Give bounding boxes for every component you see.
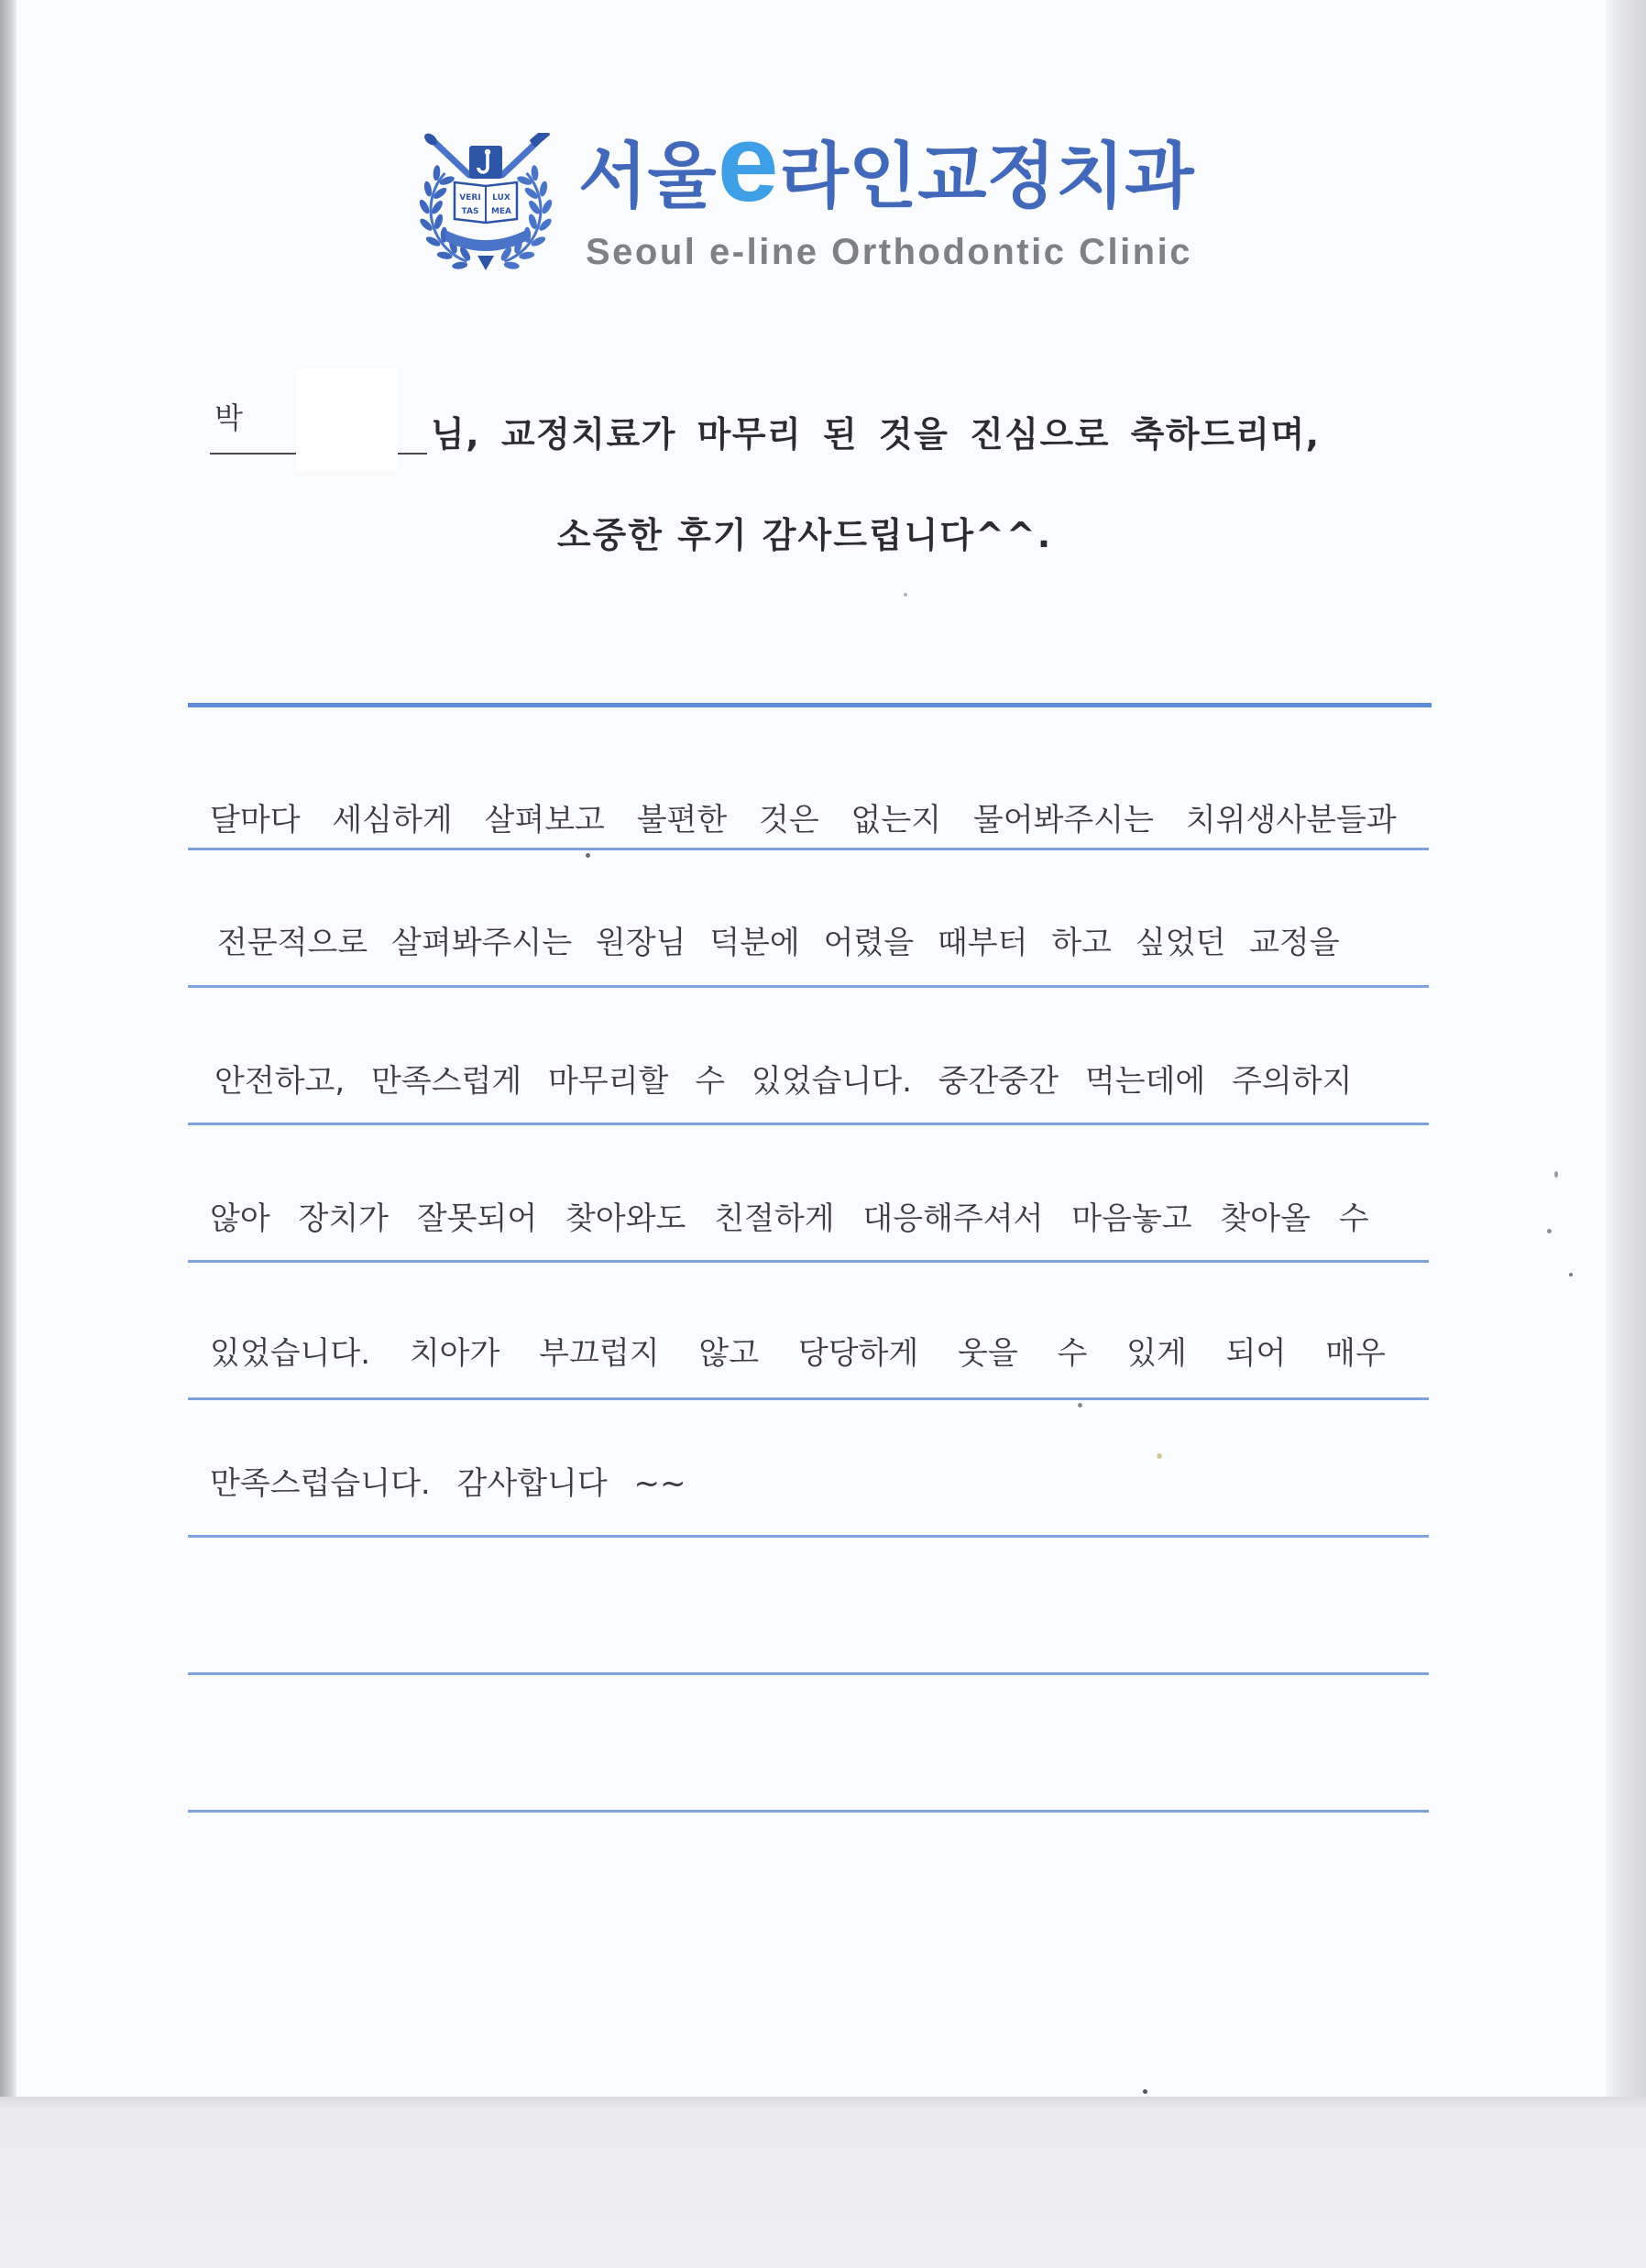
- scan-speck: [1157, 1453, 1162, 1459]
- ruled-line: [188, 1260, 1429, 1263]
- emblem-text-mea: MEA: [490, 207, 512, 216]
- handwritten-line-4: 않아 장치가 잘못되어 찾아와도 친절하게 대응해주셔서 마음놓고 찾아올 수: [210, 1200, 1369, 1237]
- clinic-english-name: Seoul e-line Orthodontic Clinic: [586, 232, 1192, 272]
- clinic-emblem: [412, 133, 559, 276]
- scan-speck: [1143, 2089, 1147, 2094]
- scan-speck: [1078, 1403, 1082, 1408]
- ruled-line: [188, 1397, 1429, 1400]
- emblem-book: [455, 182, 517, 223]
- scan-speck: [586, 853, 590, 858]
- scan-speck: [904, 593, 907, 597]
- ruled-line: [188, 985, 1429, 988]
- scan-speck: [1569, 1273, 1573, 1276]
- scanner-edge-right: [1606, 0, 1646, 2098]
- emblem-text-tas: TAS: [461, 207, 479, 216]
- greeting-line-2: 소중한 후기 감사드립니다^^.: [556, 515, 1053, 555]
- scan-speck: [1554, 1171, 1558, 1178]
- handwritten-line-1: 달마다 세심하게 살펴보고 불편한 것은 없는지 물어봐주시는 치위생사분들과: [210, 802, 1397, 838]
- emblem-text-lux: LUX: [492, 193, 510, 203]
- clinic-name-line-orthodontics: 라인교정치과: [779, 136, 1194, 218]
- handwritten-line-2: 전문적으로 살펴봐주시는 원장님 덕분에 어렸을 때부터 하고 싶었던 교정을: [217, 925, 1340, 961]
- handwritten-line-6: 만족스럽습니다. 감사합니다 ~~: [210, 1465, 686, 1502]
- clinic-name-seoul: 서울: [578, 136, 717, 218]
- handwritten-line-3: 안전하고, 만족스럽게 마무리할 수 있었습니다. 중간중간 먹는데에 주의하지: [214, 1063, 1353, 1100]
- emblem-torch-right: [502, 133, 551, 175]
- emblem-text-veri: VERI: [459, 193, 481, 203]
- scanner-edge-left: [0, 0, 16, 2098]
- review-letter-page: [16, 0, 1606, 2097]
- handwritten-surname: 박: [214, 400, 243, 435]
- emblem-torch-left: [422, 133, 469, 175]
- ruled-line: [188, 1123, 1429, 1125]
- ruled-line: [188, 1672, 1429, 1675]
- handwritten-line-5: 있었습니다. 치아가 부끄럽지 않고 당당하게 웃을 수 있게 되어 매우: [210, 1335, 1386, 1372]
- scan-speck: [1547, 1229, 1552, 1233]
- ruled-line: [188, 848, 1429, 850]
- laurel-leaf: [540, 198, 554, 215]
- heading-divider: [188, 703, 1432, 707]
- greeting-line-1: 님, 교정치료가 마무리 된 것을 진심으로 축하드리며,: [431, 414, 1321, 455]
- laurel-leaf: [418, 198, 432, 215]
- name-redaction-box: [296, 368, 398, 471]
- ruled-line: [188, 1535, 1429, 1538]
- ruled-line: [188, 1810, 1429, 1813]
- clinic-name: 서울e라인교정치과: [578, 102, 1194, 225]
- emblem-shield: [469, 146, 502, 179]
- scanner-edge-bottom: [0, 2097, 1646, 2268]
